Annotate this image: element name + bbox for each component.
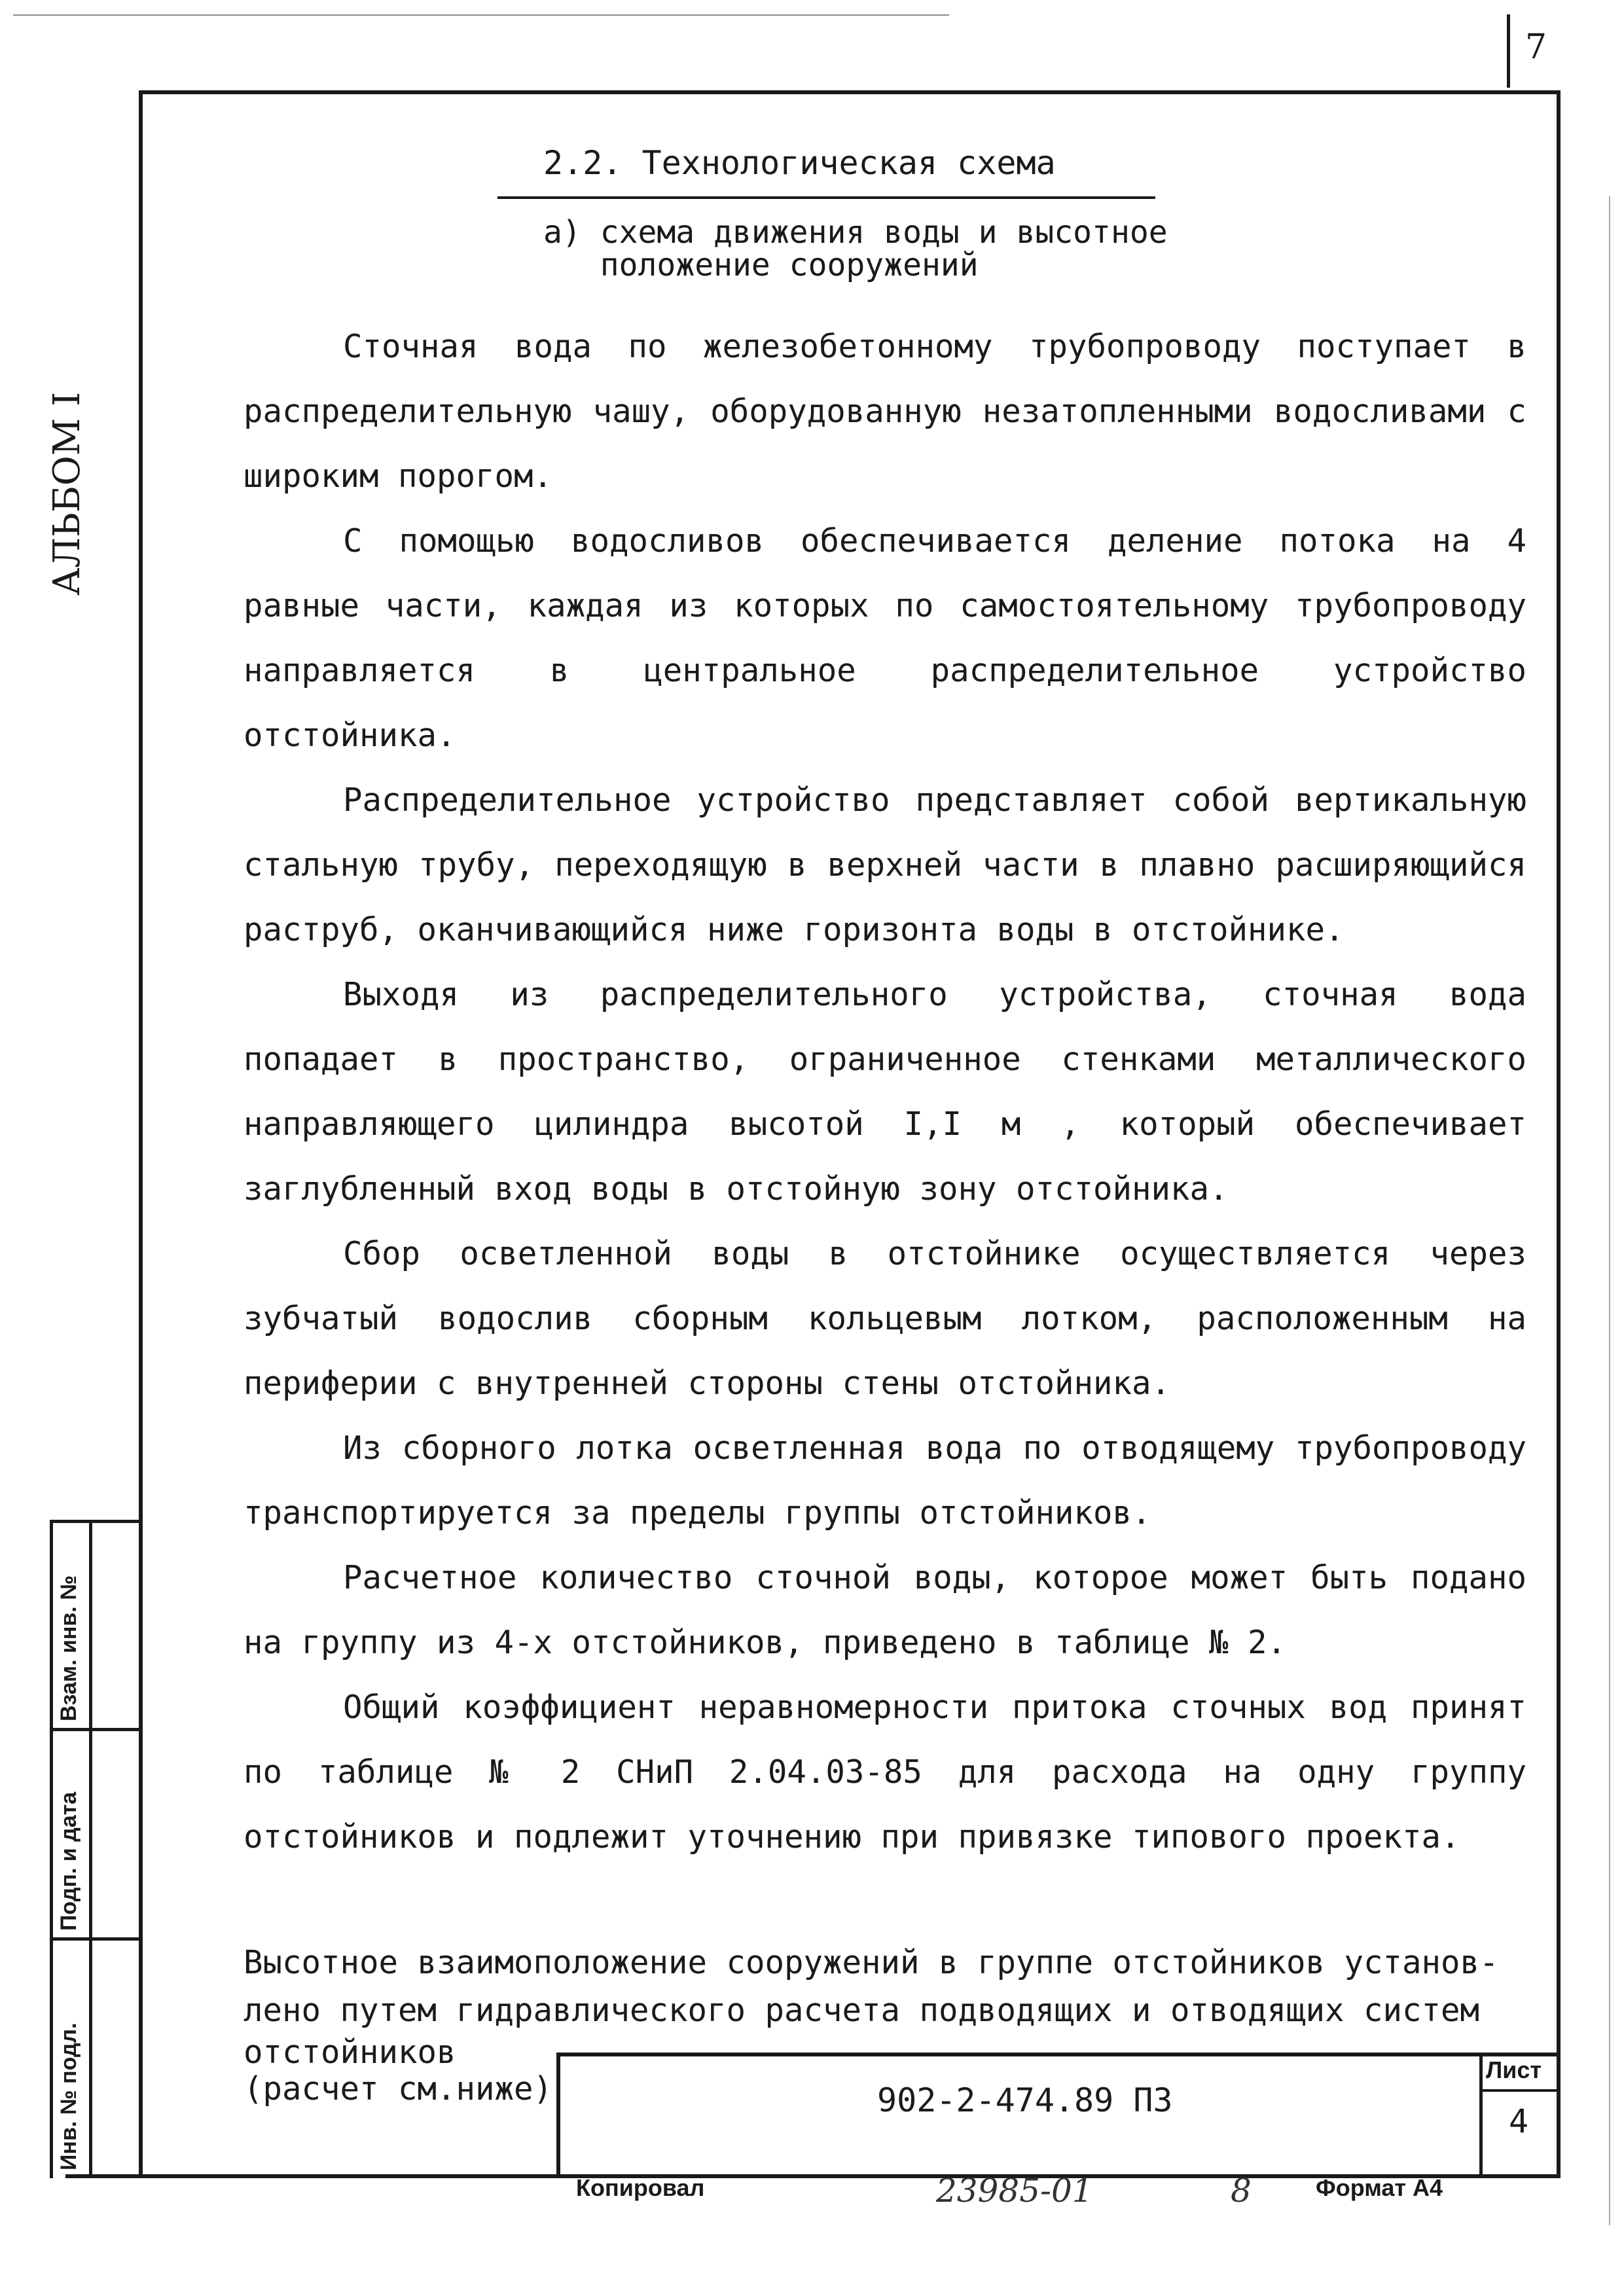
- section-title: 2.2. Технологическая схема: [543, 144, 1056, 182]
- stamp-col-mid: [89, 1520, 92, 2178]
- stamp-row-2: [50, 1728, 141, 1731]
- order-number: 23985-01: [936, 2172, 1093, 2210]
- footer-number: 8: [1231, 2172, 1252, 2210]
- section-title-underline: [497, 196, 1155, 199]
- title-block-left: [556, 2053, 560, 2177]
- frame-top: [143, 90, 1561, 94]
- top-edge-line: [13, 14, 949, 16]
- right-scan-edge: [1609, 196, 1610, 2225]
- paragraph: Сбор осветленной воды в отстойнике осуществляется через зубчатый водослив сборным кольцевым лотком, расположенным на периферии с внутренней стороны стены отстойника.: [244, 1235, 1526, 1402]
- stamp-row-3: [50, 1937, 141, 1941]
- orig-inv-label: Инв. № подл.: [56, 2022, 81, 2170]
- paragraph: Расчетное количество сточной воды, которое может быть подано на группу из 4-х отстойников, приведено в таблице № 2.: [244, 1559, 1526, 1661]
- sign-date-label: Подп. и дата: [56, 1791, 81, 1931]
- title-block-sheet-divider: [1479, 2053, 1483, 2177]
- tail-line: Высотное взаимоположение сооружений в группе отстойников установ-: [244, 1944, 1499, 1981]
- tail-line: (расчет см.ниже): [244, 2070, 553, 2108]
- stamp-col-left: [50, 1520, 53, 2178]
- tail-line: лено путем гидравлического расчета подводящих и отводящих систем: [244, 1992, 1480, 2029]
- frame-left: [139, 90, 143, 2178]
- page-number: 7: [1525, 27, 1547, 67]
- body-text: [244, 314, 1526, 1869]
- tail-text: [244, 1939, 1499, 2108]
- sheet-label: Лист: [1486, 2056, 1542, 2083]
- title-block-sheet-row: [1479, 2089, 1561, 2092]
- document-code: 902-2-474.89 ПЗ: [877, 2081, 1173, 2119]
- tail-line: отстойников: [244, 2034, 456, 2071]
- paragraph: Из сборного лотка осветленная вода по отводящему трубопроводу транспортируется за пределы группы отстойников.: [244, 1429, 1526, 1532]
- paragraph: Общий коэффициент неравномерности притока сточных вод принят по таблице № 2 СНиП 2.04.03-85 для расхода на одну группу отстойников и подлежит уточнению при привязке типового проекта.: [244, 1689, 1526, 1856]
- copied-label: Копировал: [576, 2174, 705, 2201]
- title-block-top: [556, 2053, 1561, 2056]
- section-subtitle: а) схема движения воды и высотное положение сооружений: [543, 214, 1168, 283]
- album-label: АЛЬБОМ I: [46, 391, 88, 596]
- stamp-row-1: [50, 1520, 141, 1523]
- page-number-box-left: [1507, 14, 1510, 88]
- format-label: Формат А4: [1316, 2174, 1443, 2201]
- paragraph: Выходя из распределительного устройства, сточная вода попадает в пространство, ограниченное стенками металлического направляющего цилиндра высотой I,I м , который обеспечивает заглубленный вход воды в отстойную зону отстойника.: [244, 976, 1526, 1208]
- paragraph: Распределительное устройство представляет собой вертикальную стальную трубу, переходящую в верхней части в плавно расширяющийся раструб, оканчивающийся ниже горизонта воды в отстойнике.: [244, 781, 1526, 948]
- replace-inv-label: Взам. инв. №: [56, 1575, 81, 1721]
- sheet-number: 4: [1509, 2102, 1529, 2140]
- frame-right: [1557, 90, 1561, 2178]
- paragraph: С помощью водосливов обеспечивается деление потока на 4 равные части, каждая из которых по самостоятельному трубопроводу направляется в центральное распределительное устройство отстойника.: [244, 522, 1526, 754]
- paragraph: Сточная вода по железобетонному трубопроводу поступает в распределительную чашу, оборудованную незатопленными водосливами с широким порогом.: [244, 328, 1526, 495]
